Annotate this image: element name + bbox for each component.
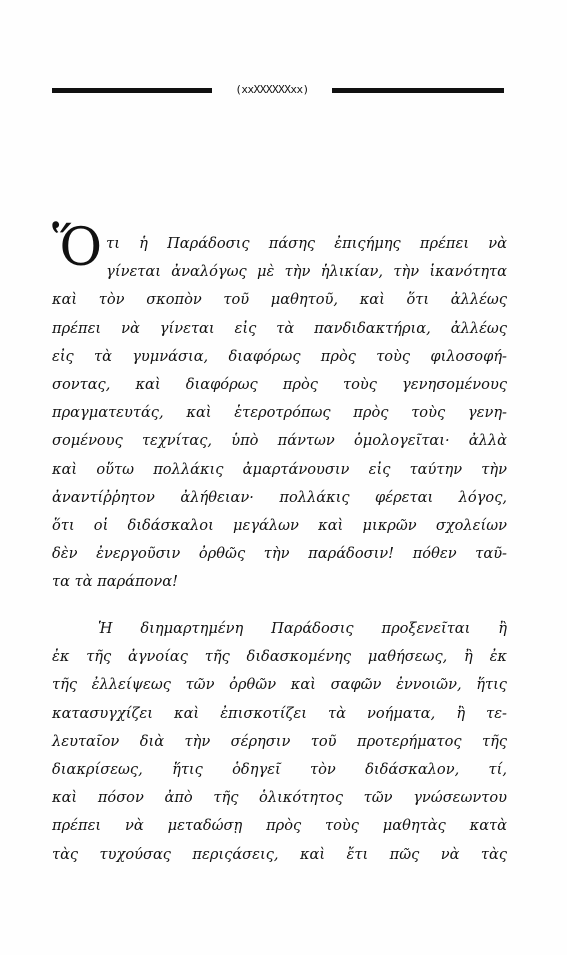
text-line: δὲν ἐνεργοῦσιν ὀρθῶς τὴν παράδοσιν! πόθεν ταῦ- <box>52 545 507 563</box>
text-line: τὰς τυχούσας περιςάσεις, καὶ ἔτι πῶς νὰ τὰς <box>52 845 507 863</box>
text-line: ἀναντίῤῥητον ἀλήθειαν· πολλάκις φέρεται λόγος, <box>52 488 507 506</box>
paragraph-2 <box>52 615 507 869</box>
ornament-bar-left <box>52 88 212 93</box>
text-line: πραγματευτάς, καὶ ἑτεροτρόπως πρὸς τοὺς γενη- <box>52 404 507 422</box>
text-line: λευταῖον διὰ τὴν σέρησιν τοῦ προτερήματος τῆς <box>52 732 507 750</box>
drop-cap: Ὅ <box>52 218 103 278</box>
ornament-bar-right <box>332 88 504 93</box>
text-line: πρέπει νὰ γίνεται εἰς τὰ πανδιδακτήρια, ἀλλέως <box>52 319 507 337</box>
ornament-center: (xxXXXXXXxx) <box>235 83 309 96</box>
text-line: εἰς τὰ γυμνάσια, διαφόρως πρὸς τοὺς φιλοσοφή- <box>52 347 507 365</box>
text-line: καὶ πόσον ἀπὸ τῆς ὁλικότητος τῶν γνώσεωντου <box>52 789 507 807</box>
text-line: πρέπει νὰ μεταδώσῃ πρὸς τοὺς μαθητὰς κατὰ <box>52 817 507 835</box>
header-ornament <box>52 80 504 100</box>
paragraph-1 <box>52 218 507 596</box>
text-line: καὶ τὸν σκοπὸν τοῦ μαθητοῦ, καὶ ὅτι ἀλλέως <box>52 291 507 309</box>
text-line: τῆς ἐλλείψεως τῶν ὀρθῶν καὶ σαφῶν ἐννοιῶν, ἥτις <box>52 676 507 694</box>
text-line: σομένους τεχνίτας, ὑπὸ πάντων ὁμολογεῖται· ἀλλὰ <box>52 432 507 450</box>
text-line: κατασυγχίζει καὶ ἐπισκοτίζει τὰ νοήματα, ἢ τε- <box>52 704 507 722</box>
text-line: τα τὰ παράπονα! <box>52 573 178 591</box>
text-line: ὅτι οἱ διδάσκαλοι μεγάλων καὶ μικρῶν σχολείων <box>52 516 507 534</box>
text-line: Ἡ διημαρτημένη Παράδοσις προξενεῖται ἢ <box>98 620 507 637</box>
text-line: καὶ οὕτω πολλάκις ἀμαρτάνουσιν εἰς ταύτην τὴν <box>52 460 507 478</box>
text-line: γίνεται ἀναλόγως μὲ τὴν ἡλικίαν, τὴν ἱκανότητα <box>106 263 507 281</box>
text-line: τι ἡ Παράδοσις πάσης ἐπιςήμης πρέπει νὰ <box>106 235 507 252</box>
text-line: σοντας, καὶ διαφόρως πρὸς τοὺς γενησομένους <box>52 375 507 393</box>
text-line: ἐκ τῆς ἀγνοίας τῆς διδασκομένης μαθήσεως, ἢ ἐκ <box>52 648 507 666</box>
text-line: διακρίσεως, ἥτις ὁδηγεῖ τὸν διδάσκαλον, τί, <box>52 760 507 778</box>
